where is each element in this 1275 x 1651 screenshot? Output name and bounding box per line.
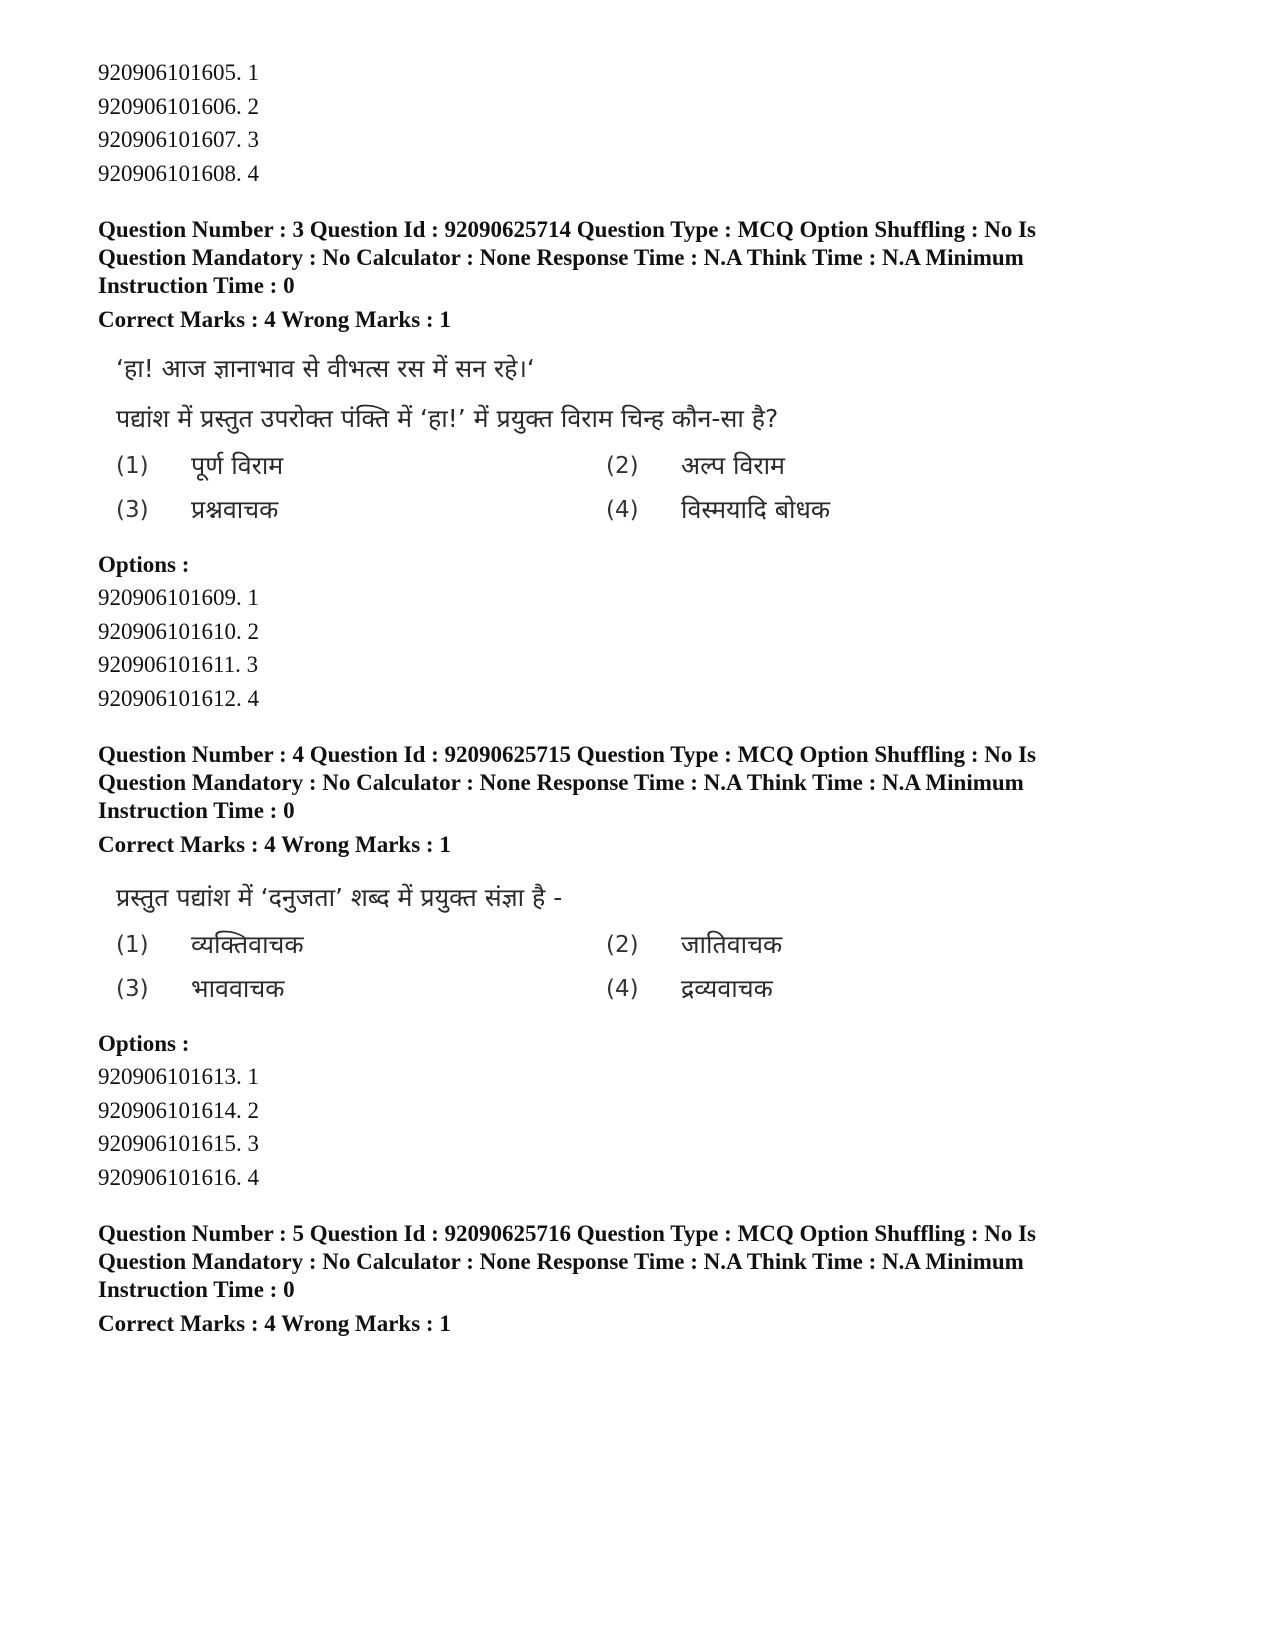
answer-choice: (2) जातिवाचक [606, 930, 783, 959]
option-list-q2 [98, 56, 1178, 190]
marks-line: Correct Marks : 4 Wrong Marks : 1 [98, 307, 451, 332]
question-header: Question Number : 4 Question Id : 92090625715 Question Type : MCQ Option Shuffling : No Is Question Mandatory : No Calculator : None Response Time : N.A Think Time : N.A Minimum Instruction Time : 0 [98, 742, 1037, 823]
question-header: Question Number : 3 Question Id : 92090625714 Question Type : MCQ Option Shuffling : No Is Question Mandatory : No Calculator : None Response Time : N.A Think Time : N.A Minimum Instruction Time : 0 [98, 217, 1037, 298]
question-block-5 [98, 1220, 1178, 1338]
option-id-line: 920906101605. 1 [98, 60, 259, 85]
option-id-line: 920906101613. 1 [98, 1064, 259, 1089]
answer-choice: (3) भाववाचक [116, 974, 285, 1003]
question-block-4 [98, 741, 1178, 1194]
marks-line: Correct Marks : 4 Wrong Marks : 1 [98, 1311, 451, 1336]
question-content [98, 344, 1178, 526]
question-stem-line: प्रस्तुत पद्यांश में ‘दनुजता’ शब्द में प्रयुक्त संज्ञा है - [116, 883, 563, 912]
question-stem-line: ‘हा! आज ज्ञानाभाव से वीभत्स रस में सन रहे।‘ [116, 354, 535, 383]
question-header: Question Number : 5 Question Id : 92090625716 Question Type : MCQ Option Shuffling : No Is Question Mandatory : No Calculator : None Response Time : N.A Think Time : N.A Minimum Instruction Time : 0 [98, 1221, 1037, 1302]
option-id-line: 920906101611. 3 [98, 652, 259, 677]
option-id-line: 920906101610. 2 [98, 618, 259, 644]
answer-choice: (1) पूर्ण विराम [116, 451, 284, 480]
answer-choice: (2) अल्प विराम [606, 451, 785, 480]
options-label: Options : [98, 552, 190, 577]
option-id-line: 920906101612. 4 [98, 685, 259, 711]
answer-choice: (4) विस्मयादि बोधक [606, 495, 831, 524]
question-paper-page [98, 56, 1178, 1338]
question-stem-line: पद्यांश में प्रस्तुत उपरोक्त पंक्ति में ‘हा!’ में प्रयुक्त विराम चिन्ह कौन-सा है? [116, 404, 779, 433]
option-id-line: 920906101616. 4 [98, 1164, 259, 1190]
option-id-line: 920906101607. 3 [98, 127, 259, 152]
options-label: Options : [98, 1031, 190, 1056]
answer-choices [116, 929, 1178, 1005]
option-id-line: 920906101614. 2 [98, 1097, 259, 1123]
option-id-line: 920906101606. 2 [98, 93, 259, 119]
answer-choices [116, 450, 1178, 526]
answer-choice: (3) प्रश्नवाचक [116, 495, 279, 524]
option-id-line: 920906101608. 4 [98, 160, 259, 186]
question-content [98, 873, 1178, 1005]
question-block-3 [98, 216, 1178, 715]
answer-choice: (1) व्यक्तिवाचक [116, 930, 304, 959]
option-id-line: 920906101615. 3 [98, 1131, 259, 1156]
option-id-line: 920906101609. 1 [98, 585, 259, 610]
marks-line: Correct Marks : 4 Wrong Marks : 1 [98, 832, 451, 857]
answer-choice: (4) द्रव्यवाचक [606, 974, 773, 1003]
